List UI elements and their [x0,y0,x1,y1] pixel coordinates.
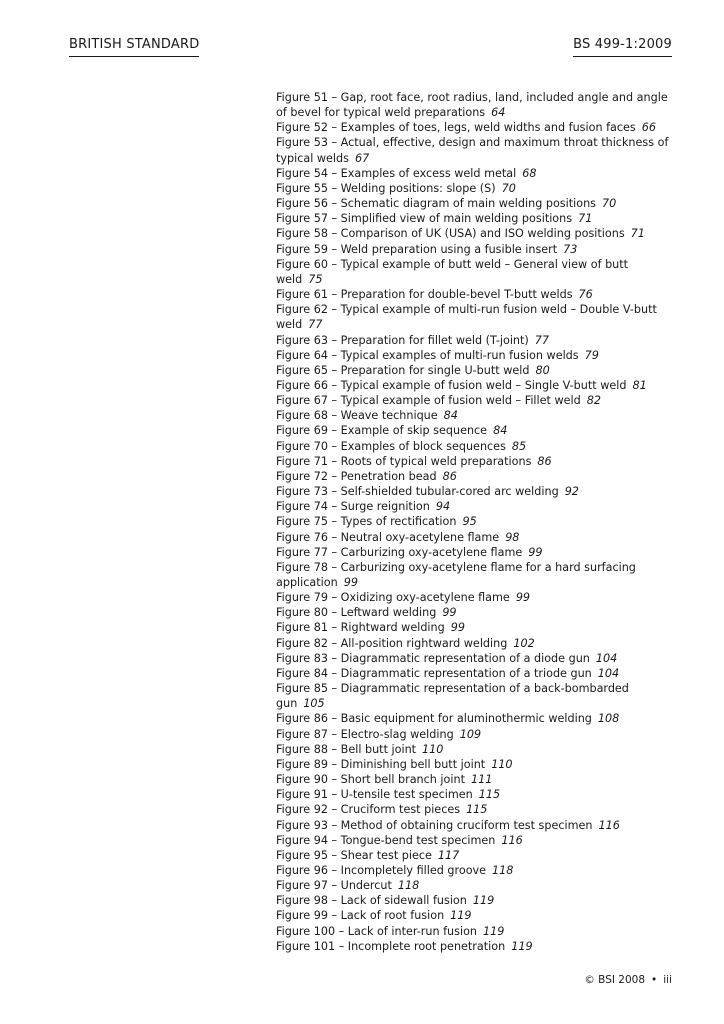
toc-entry[interactable] [276,120,676,135]
toc-entry-title: Figure 99 – Lack of root fusion [276,909,445,923]
toc-entry[interactable] [276,257,676,287]
toc-entry-page: 99 [450,621,465,635]
toc-entry-title: Figure 51 – Gap, root face, root radius, land, included angle and angle of bevel for typical weld preparations [276,91,668,120]
toc-entry-page: 82 [586,394,601,408]
toc-entry-page: 77 [308,318,323,332]
toc-entry-page: 115 [478,788,501,802]
toc-entry-title: Figure 97 – Undercut [276,879,392,893]
toc-entry[interactable] [276,833,676,848]
toc-entry[interactable] [276,166,676,181]
toc-entry-title: Figure 56 – Schematic diagram of main welding positions [276,197,597,211]
toc-entry-page: 117 [437,848,460,862]
toc-entry-title: Figure 100 – Lack of inter-run fusion [276,924,478,938]
toc-entry-page: 86 [442,469,457,483]
toc-entry-title: Figure 63 – Preparation for fillet weld (T-joint) [276,333,529,347]
toc-entry[interactable] [276,711,676,726]
toc-entry[interactable] [276,530,676,545]
toc-entry-title: Figure 83 – Diagrammatic representation of a diode gun [276,651,590,665]
toc-entry-page: 70 [602,197,617,211]
toc-entry[interactable] [276,620,676,635]
toc-entry-page: 80 [535,363,550,377]
toc-entry-page: 66 [641,121,656,135]
toc-entry-page: 99 [528,545,543,559]
toc-entry[interactable] [276,757,676,772]
toc-entry[interactable] [276,226,676,241]
toc-entry[interactable] [276,333,676,348]
toc-entry[interactable] [276,924,676,939]
toc-entry-page: 73 [563,242,578,256]
toc-entry-page: 71 [578,212,593,226]
toc-entry-title: Figure 58 – Comparison of UK (USA) and ISO welding positions [276,227,625,241]
toc-entry-page: 104 [597,666,620,680]
toc-entry-page: 110 [491,757,513,771]
toc-entry[interactable] [276,135,676,165]
page-footer [584,974,672,986]
toc-entry-page: 116 [501,833,523,847]
toc-entry-page: 119 [483,924,505,938]
toc-entry[interactable] [276,651,676,666]
toc-entry-title: Figure 94 – Tongue-bend test specimen [276,833,496,847]
toc-entry-title: Figure 81 – Rightward welding [276,621,445,635]
toc-entry[interactable] [276,939,676,954]
toc-entry-title: Figure 82 – All-position rightward welding [276,636,508,650]
toc-entry-page: 119 [450,909,472,923]
toc-entry-title: Figure 70 – Examples of block sequences [276,439,506,453]
toc-entry-page: 119 [511,939,533,953]
toc-entry[interactable] [276,499,676,514]
toc-entry-title: Figure 95 – Shear test piece [276,848,432,862]
toc-entry-title: Figure 68 – Weave technique [276,409,438,423]
toc-entry[interactable] [276,393,676,408]
toc-entry-page: 109 [459,727,482,741]
toc-entry-page: 115 [466,803,488,817]
toc-entry-title: Figure 85 – Diagrammatic representation of a back-bombarded gun [276,682,629,711]
toc-entry[interactable] [276,211,676,226]
toc-entry[interactable] [276,196,676,211]
toc-entry-page: 86 [537,454,552,468]
toc-entry[interactable] [276,302,676,332]
toc-entry[interactable] [276,590,676,605]
toc-entry[interactable] [276,848,676,863]
toc-entry-page: 119 [472,894,495,908]
footer-separator: • [651,974,658,986]
copyright-notice: © BSI 2008 [584,974,646,986]
toc-entry-title: Figure 90 – Short bell branch joint [276,773,465,787]
toc-entry[interactable] [276,439,676,454]
toc-entry-page: 105 [303,697,325,711]
toc-entry-page: 118 [492,863,514,877]
toc-entry[interactable] [276,772,676,787]
toc-entry-page: 64 [491,106,506,120]
toc-entry-title: Figure 75 – Types of rectification [276,515,457,529]
toc-entry[interactable] [276,287,676,302]
toc-entry-page: 81 [632,378,647,392]
toc-entry-title: Figure 91 – U-tensile test specimen [276,788,473,802]
toc-entry-title: Figure 86 – Basic equipment for aluminothermic welding [276,712,592,726]
toc-entry[interactable] [276,348,676,363]
toc-entry-title: Figure 52 – Examples of toes, legs, weld widths and fusion faces [276,121,636,135]
toc-entry-title: Figure 92 – Cruciform test pieces [276,803,461,817]
toc-entry-page: 71 [630,227,645,241]
toc-entry-title: Figure 96 – Incompletely filled groove [276,863,487,877]
toc-entry-page: 75 [308,272,323,286]
toc-entry-title: Figure 74 – Surge reignition [276,500,430,514]
toc-entry-page: 84 [493,424,508,438]
toc-entry[interactable] [276,636,676,651]
toc-entry-title: Figure 65 – Preparation for single U-butt weld [276,363,530,377]
toc-entry[interactable] [276,484,676,499]
toc-entry[interactable] [276,908,676,923]
toc-entry-title: Figure 57 – Simplified view of main welding positions [276,212,573,226]
toc-entry[interactable] [276,363,676,378]
list-of-figures [276,90,676,954]
toc-entry-page: 84 [443,409,458,423]
toc-entry[interactable] [276,545,676,560]
toc-entry-title: Figure 53 – Actual, effective, design and maximum throat thickness of typical welds [276,136,669,165]
toc-entry-page: 102 [513,636,535,650]
header-standard-name: BRITISH STANDARD [69,37,199,57]
toc-entry-page: 77 [534,333,550,347]
toc-entry-title: Figure 79 – Oxidizing oxy-acetylene flame [276,591,510,605]
toc-entry-title: Figure 59 – Weld preparation using a fusible insert [276,242,558,256]
toc-entry-title: Figure 80 – Leftward welding [276,606,437,620]
toc-entry-title: Figure 93 – Method of obtaining cruciform test specimen [276,818,593,832]
toc-entry-title: Figure 55 – Welding positions: slope (S) [276,181,496,195]
toc-entry-page: 70 [501,181,516,195]
toc-entry-page: 92 [564,485,579,499]
toc-entry[interactable] [276,878,676,893]
toc-entry[interactable] [276,560,676,590]
toc-entry-page: 79 [584,348,599,362]
toc-entry-title: Figure 84 – Diagrammatic representation of a triode gun [276,666,592,680]
toc-entry[interactable] [276,802,676,817]
toc-entry-title: Figure 76 – Neutral oxy-acetylene flame [276,530,500,544]
toc-entry-title: Figure 89 – Diminishing bell butt joint [276,757,486,771]
toc-entry-page: 99 [515,591,531,605]
toc-entry[interactable] [276,408,676,423]
toc-entry-title: Figure 98 – Lack of sidewall fusion [276,894,467,908]
toc-entry-page: 108 [597,712,620,726]
toc-entry-page: 99 [442,606,457,620]
toc-entry-title: Figure 77 – Carburizing oxy-acetylene flame [276,545,523,559]
header-standard-number: BS 499-1:2009 [573,37,672,57]
toc-entry-title: Figure 78 – Carburizing oxy-acetylene flame for a hard surfacing application [276,560,636,589]
toc-entry-page: 67 [354,151,370,165]
toc-entry-page: 118 [397,879,420,893]
toc-entry-page: 68 [522,166,537,180]
toc-entry[interactable] [276,727,676,742]
toc-entry-page: 95 [462,515,477,529]
page-number: iii [663,974,672,986]
toc-entry[interactable] [276,605,676,620]
toc-entry[interactable] [276,242,676,257]
toc-entry-page: 76 [578,288,593,302]
toc-entry-title: Figure 67 – Typical example of fusion weld – Fillet weld [276,394,581,408]
toc-entry[interactable] [276,742,676,757]
toc-entry[interactable] [276,454,676,469]
toc-entry-page: 110 [422,742,444,756]
toc-entry[interactable] [276,514,676,529]
toc-entry-title: Figure 69 – Example of skip sequence [276,424,488,438]
toc-entry-title: Figure 61 – Preparation for double-bevel T-butt welds [276,288,573,302]
toc-entry-page: 85 [511,439,527,453]
toc-entry-title: Figure 87 – Electro-slag welding [276,727,454,741]
toc-entry[interactable] [276,181,676,196]
toc-entry[interactable] [276,863,676,878]
toc-entry-title: Figure 71 – Roots of typical weld preparations [276,454,532,468]
toc-entry[interactable] [276,423,676,438]
toc-entry-page: 99 [343,576,358,589]
toc-entry-title: Figure 64 – Typical examples of multi-run fusion welds [276,348,579,362]
toc-entry[interactable] [276,378,676,393]
toc-entry[interactable] [276,818,676,833]
toc-entry[interactable] [276,787,676,802]
toc-entry-title: Figure 73 – Self-shielded tubular-cored arc welding [276,485,559,499]
toc-entry-title: Figure 72 – Penetration bead [276,469,437,483]
toc-entry-page: 94 [435,500,451,514]
toc-entry-page: 98 [505,530,520,544]
toc-entry-page: 116 [598,818,620,832]
toc-entry[interactable] [276,469,676,484]
toc-entry-page: 111 [470,773,493,787]
toc-entry-title: Figure 60 – Typical example of butt weld – General view of butt weld [276,257,629,286]
toc-entry-title: Figure 54 – Examples of excess weld metal [276,166,517,180]
toc-entry[interactable] [276,893,676,908]
toc-entry[interactable] [276,666,676,681]
toc-entry-title: Figure 66 – Typical example of fusion weld – Single V-butt weld [276,378,627,392]
toc-entry-title: Figure 101 – Incomplete root penetration [276,939,506,953]
toc-entry-title: Figure 88 – Bell butt joint [276,742,417,756]
toc-entry[interactable] [276,681,676,711]
toc-entry[interactable] [276,90,676,120]
toc-entry-page: 104 [595,651,618,665]
toc-entry-title: Figure 62 – Typical example of multi-run fusion weld – Double V-butt weld [276,303,657,332]
